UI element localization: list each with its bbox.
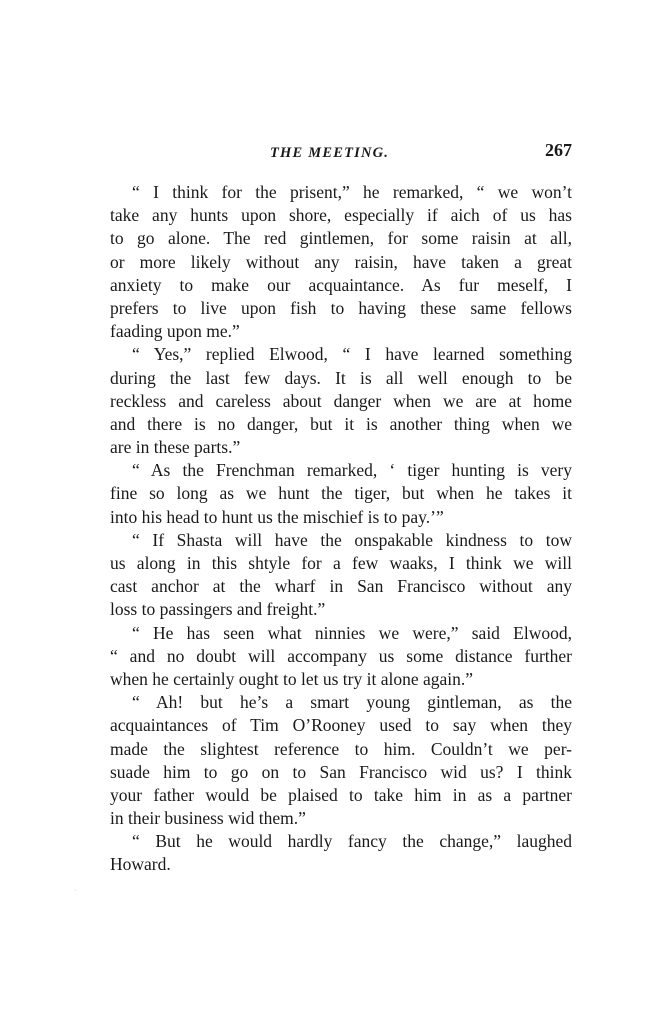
text-line: “ But he would hardly fancy the change,” laughed [132,831,572,852]
stray-mark: · [74,886,77,895]
text-line: anxiety to make our acquaintance. As fur meself, I [110,274,572,295]
text-line: Howard. [110,854,171,875]
running-title: THE MEETING. [270,145,390,161]
text-line: suade him to go on to San Francisco wid us? I think [110,761,572,782]
text-line: cast anchor at the wharf in San Francisco without any [110,576,572,597]
text-line: “ Yes,” replied Elwood, “ I have learned something [132,344,572,365]
text-line: “ As the Frenchman remarked, ‘ tiger hunting is very [132,460,572,481]
text-line: or more likely without any raisin, have taken a great [110,251,572,272]
text-line: us along in this shtyle for a few waaks, I think we will [110,553,572,573]
text-line: faading upon me.” [110,321,240,342]
text-line: take any hunts upon shore, especially if aich of us has [110,205,572,226]
text-line: prefers to live upon fish to having these same fellows [110,297,572,318]
text-line: and there is no danger, but it is another thing when we [110,413,572,434]
text-line: into his head to hunt us the mischief is to pay.’” [110,506,444,527]
text-line: are in these parts.” [110,437,241,458]
text-line: loss to passingers and freight.” [110,599,326,620]
text-line: “ Ah! but he’s a smart young gintleman, as the [132,692,572,713]
text-line: during the last few days. It is all well enough to be [110,367,572,388]
page-number: 267 [545,140,572,160]
text-line: reckless and careless about danger when we are at home [110,390,572,411]
text-line: made the slightest reference to him. Couldn’t we per- [110,738,572,759]
text-line: when he certainly ought to let us try it alone again.” [110,668,474,689]
text-line: “ and no doubt will accompany us some distance further [110,645,572,666]
text-line: in their business wid them.” [110,808,306,829]
text-line: fine so long as we hunt the tiger, but when he takes it [110,483,572,504]
text-line: “ He has seen what ninnies we were,” said Elwood, [132,622,572,643]
text-line: acquaintances of Tim O’Rooney used to say when they [110,715,572,736]
body-text [110,181,572,877]
text-line: your father would be plaised to take him in as a partner [110,784,572,805]
text-line: “ I think for the prisent,” he remarked, “ we won’t [132,182,572,202]
text-line: to go alone. The red gintlemen, for some raisin at all, [110,228,572,249]
text-line: “ If Shasta will have the onspakable kindness to tow [132,529,572,550]
page-header [110,140,572,168]
